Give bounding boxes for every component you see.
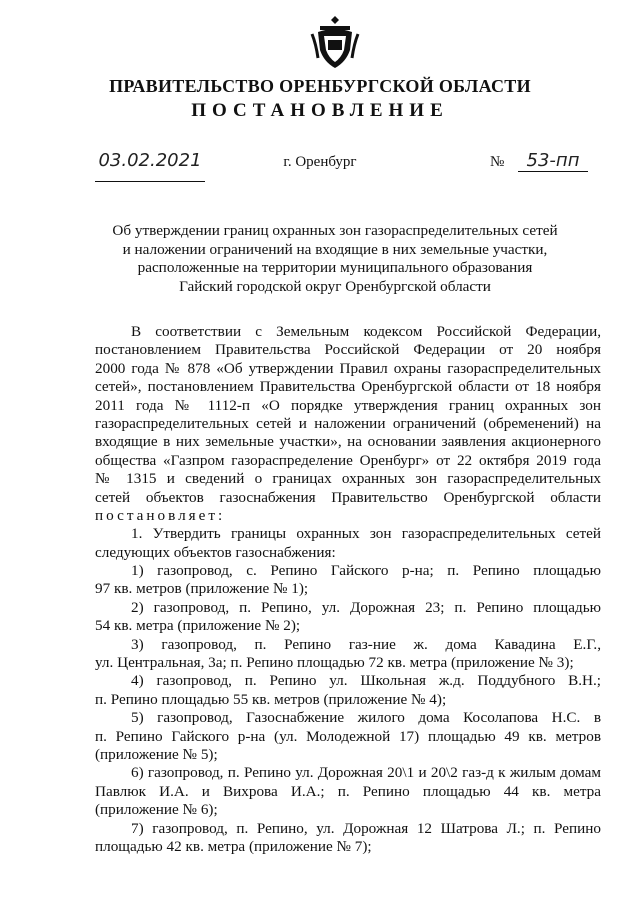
subitem-line: п. Репино Гайского р-на (ул. Молодежной 17) площадью 49 кв. метров	[95, 727, 601, 745]
subject-line: расположенные на территории муниципального образования	[137, 259, 533, 276]
subitem-line: 6) газопровод, п. Репино ул. Дорожная 20\1 и 20\2 газ-д к жилым домам	[131, 764, 601, 782]
subject-line: Гайский городской округ Оренбургской области	[179, 277, 491, 295]
preamble-line: № 1315 и сведений о границах охранных зон газораспределительных	[95, 470, 601, 488]
organization-name: ПРАВИТЕЛЬСТВО ОРЕНБУРГСКОЙ ОБЛАСТИ	[109, 76, 531, 96]
subitem-line: ул. Центральная, 3а; п. Репино площадью 72 кв. метра (приложение № 3);	[95, 654, 574, 672]
document-city: г. Оренбург	[283, 154, 357, 170]
preamble-line: входящие в них земельные участки», на основании заявления акционерного	[95, 433, 601, 451]
number-value: 53-пп	[518, 150, 588, 172]
preamble-line: газораспределительных сетей и наложении ограничений (обременений) на	[95, 414, 601, 432]
subitem-line: Павлюк И.А. и Вихрова И.А.; п. Репино площадью 44 кв. метра	[95, 782, 601, 800]
subitem-line: п. Репино площадью 55 кв. метров (приложение № 4);	[95, 690, 447, 708]
subitem-line: 54 кв. метра (приложение № 2);	[95, 617, 301, 635]
subitem-line: 3) газопровод, п. Репино газ-ние ж. дома Кавадина Е.Г.,	[131, 635, 601, 653]
document-date: 03.02.2021	[95, 150, 205, 182]
subitem-line: 5) газопровод, Газоснабжение жилого дома Косолапова Н.С. в	[131, 709, 601, 727]
preamble-line: общества «Газпром газораспределение Оренбург» от 22 октября 2019 года	[95, 451, 601, 469]
number-label: №	[490, 154, 505, 170]
subitem-line: (приложение № 5);	[95, 745, 218, 763]
preamble-line: В соответствии с Земельным кодексом Российской Федерации,	[131, 323, 601, 340]
document-body	[95, 323, 601, 856]
subitem-line: 4) газопровод, п. Репино ул. Школьная ж.д. Поддубного В.Н.;	[131, 672, 601, 690]
subject-line: и наложении ограничений на входящие в них земельные участки,	[122, 240, 548, 258]
subitem-line: (приложение № 6);	[95, 801, 218, 819]
subitem-line: 1) газопровод, с. Репино Гайского р-на; п. Репино площадью	[131, 562, 601, 580]
preamble-line: постановлением Правительства Российской Федерации от 20 ноября	[95, 341, 601, 359]
preamble-line: сетей объектов газоснабжения Правительство Оренбургской области	[95, 488, 601, 506]
subitem-line: площадью 42 кв. метра (приложение № 7);	[95, 837, 372, 855]
subitem-line: 7) газопровод, п. Репино, ул. Дорожная 12 Шатрова Л.; п. Репино	[131, 819, 601, 837]
document-type: ПОСТАНОВЛЕНИЕ	[191, 100, 449, 121]
preamble-line: 2000 года № 878 «Об утверждении Правил охраны газораспределительных	[95, 359, 601, 377]
subitem-line: 2) газопровод, п. Репино, ул. Дорожная 23; п. Репино площадью	[131, 598, 601, 616]
item-1-line: 1. Утвердить границы охранных зон газораспределительных сетей	[131, 525, 601, 543]
preamble-line: сетей», постановлением Правительства Оренбургской области от 18 ноября	[95, 378, 601, 396]
document-subject	[95, 222, 575, 296]
preamble-line: 2011 года № 1112-п «О порядке утверждения границ охранных зон	[95, 396, 601, 414]
subitem-line: 97 кв. метров (приложение № 1);	[95, 580, 309, 598]
item-1-line: следующих объектов газоснабжения:	[95, 543, 336, 561]
preamble-line: постановляет:	[95, 506, 226, 524]
coat-of-arms-icon	[310, 14, 360, 74]
document-number	[490, 150, 600, 180]
subject-line: Об утверждении границ охранных зон газораспределительных сетей	[112, 222, 558, 239]
